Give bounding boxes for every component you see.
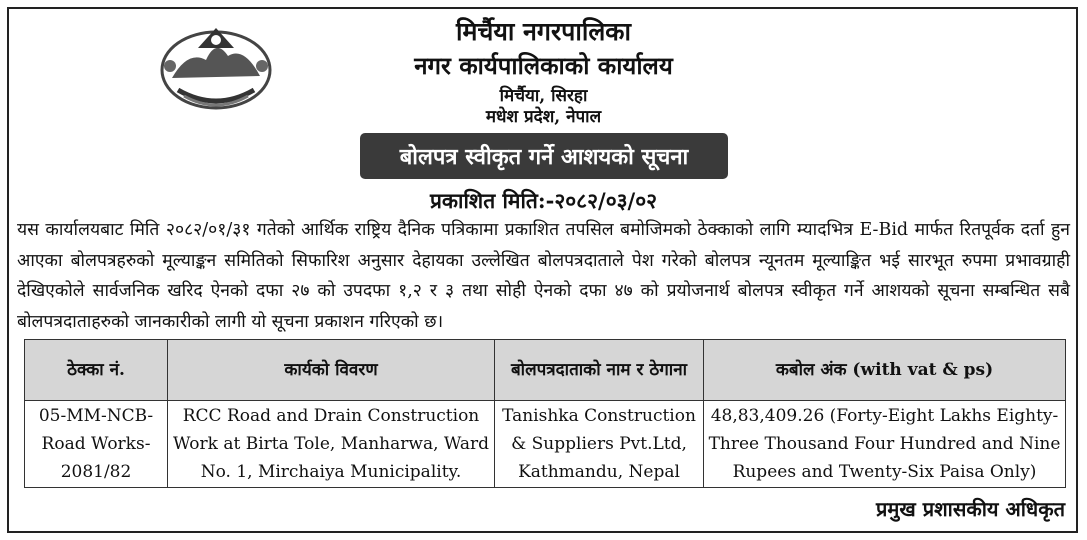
header-description: कार्यको विवरण — [168, 340, 495, 401]
office-location: मिर्चैया, सिरहा — [499, 86, 588, 106]
cell-description: RCC Road and Drain Construction Work at Birta Tole, Manharwa, Ward No. 1, Mirchaiya Municipality. — [168, 401, 495, 488]
header-amount: कबोल अंक (with vat & ps) — [704, 340, 1066, 401]
header-bidder: बोलपत्रदाताको नाम र ठेगाना — [495, 340, 704, 401]
award-table — [24, 339, 1066, 488]
municipality-name: मिर्चैया नगरपालिका — [456, 17, 631, 46]
header-contract-no: ठेक्का नं. — [25, 340, 168, 401]
office-province: मधेश प्रदेश, नेपाल — [485, 107, 602, 127]
table-header-row — [25, 340, 1066, 401]
cell-amount: 48,83,409.26 (Forty-Eight Lakhs Eighty-Three Thousand Four Hundred and Nine Rupees and Twenty-Six Paisa Only) — [704, 401, 1066, 488]
cell-bidder: Tanishka Construction & Suppliers Pvt.Ltd, Kathmandu, Nepal — [495, 401, 704, 488]
notice-body: यस कार्यालयबाट मिति २०८२/०१/३१ गतेको आर्थिक राष्ट्रिय दैनिक पत्रिकामा प्रकाशित तपसिल बमोजिमको ठेक्काको लागि म्यादभित्र E-Bid मार्फत रितपूर्वक दर्ता हुन आएका बोलपत्रहरुको मूल्याङ्कन समितिको सिफारिश अनुसार देहायका उल्लेखित बोलपत्रदाताले पेश गरेको बोलपत्र न्यूनतम मूल्याङ्कित भई सारभूत रुपमा प्रभावग्राही देखिएकोले सार्वजनिक खरिद ऐनको दफा २७ को उपदफा १,२ र ३ तथा सोही ऐनको दफा ४७ को प्रयोजनार्थ बोलपत्र स्वीकृत गर्ने आशयको सूचना सम्बन्धित सबै बोलपत्रदाताहरुको जानकारीको लागी यो सूचना प्रकाशन गरिएको छ। — [17, 220, 1070, 332]
table-row — [25, 401, 1066, 488]
office-name: नगर कार्यपालिकाको कार्यालय — [414, 51, 673, 80]
signature-title: प्रमुख प्रशासकीय अधिकृत — [876, 497, 1065, 521]
notice-title: बोलपत्र स्वीकृत गर्ने आशयको सूचना — [360, 133, 728, 179]
published-date: प्रकाशित मिति:-२०८२/०३/०२ — [429, 188, 658, 213]
cell-contract-no: 05-MM-NCB-Road Works-2081/82 — [25, 401, 168, 488]
